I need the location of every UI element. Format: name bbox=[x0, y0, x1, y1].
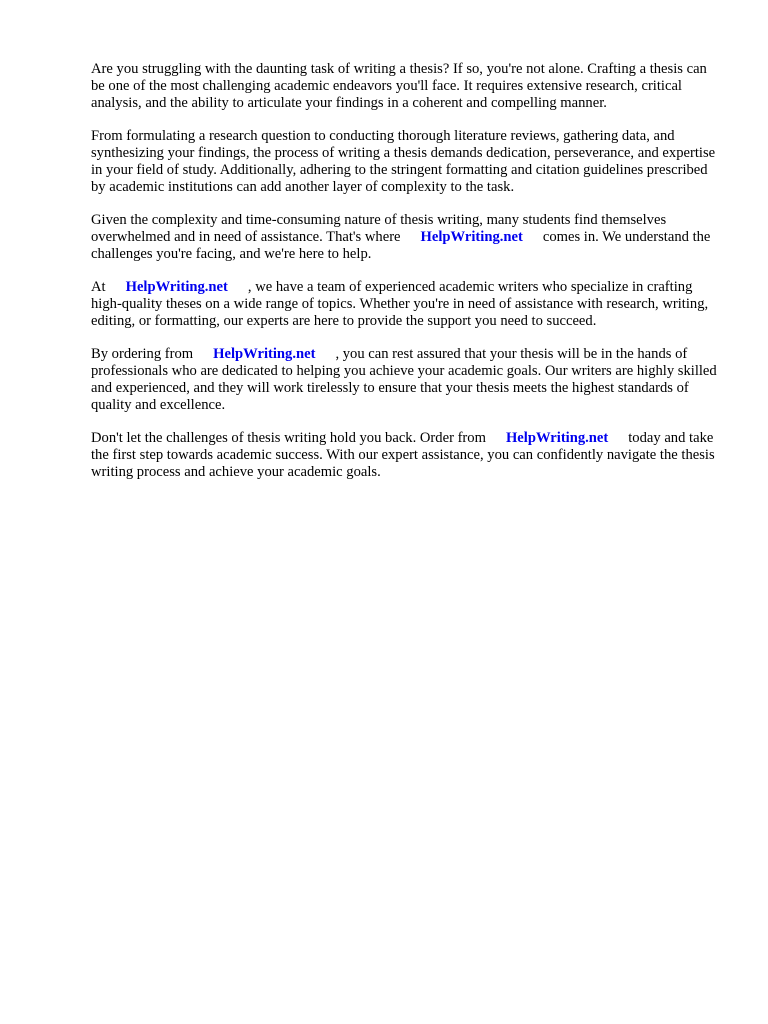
helpwriting-link-1[interactable]: HelpWriting.net bbox=[420, 229, 523, 245]
paragraph-complexity bbox=[91, 212, 723, 263]
paragraph-complexity-text-before: Given the complexity and time-consuming nature of thesis writing, many students find themselves overwhelmed and in need of assistance. That's where bbox=[91, 212, 667, 245]
paragraph-ordering-text-after: , you can rest assured that your thesis will be in the hands of professionals who are dedicated to helping you achieve your academic goals. Our writers are highly skilled and experienced, and they will work tirelessly to ensure that your thesis meets the highest standards of quality and excellence. bbox=[91, 346, 717, 413]
helpwriting-link-3[interactable]: HelpWriting.net bbox=[213, 346, 316, 362]
paragraph-process-text: From formulating a research question to conducting thorough literature reviews, gathering data, and synthesizing your findings, the process of writing a thesis demands dedication, perseverance, and expertise in your field of study. Additionally, adhering to the stringent formatting and citation guidelines prescribed by academic institutions can add another layer of complexity to the task. bbox=[91, 128, 716, 195]
paragraph-ordering-text-before: By ordering from bbox=[91, 346, 194, 362]
helpwriting-link-4[interactable]: HelpWriting.net bbox=[505, 430, 609, 446]
paragraph-intro-text: Are you struggling with the daunting task of writing a thesis? If so, you're not alone. Crafting a thesis can be one of the most challenging academic endeavors you'll face. It requires extensive research, critical analysis, and the ability to articulate your findings in a coherent and compelling manner. bbox=[91, 61, 707, 111]
paragraph-closing bbox=[91, 430, 723, 481]
paragraph-team-text-after: , we have a team of experienced academic writers who specialize in crafting high-quality theses on a wide range of topics. Whether you're in need of assistance with research, writing, editing, or formatting, our experts are here to provide the support you need to succeed. bbox=[91, 279, 709, 329]
paragraph-ordering bbox=[91, 346, 723, 414]
paragraph-closing-text-before: Don't let the challenges of thesis writing hold you back. Order from bbox=[91, 430, 486, 446]
helpwriting-link-2[interactable]: HelpWriting.net bbox=[125, 279, 228, 295]
paragraph-intro bbox=[91, 61, 723, 112]
paragraph-complexity-text-after: comes in. We understand the challenges you're facing, and we're here to help. bbox=[91, 229, 711, 262]
paragraph-closing-text-after: today and take the first step towards academic success. With our expert assistance, you can confidently navigate the thesis writing process and achieve your academic goals. bbox=[91, 430, 715, 480]
paragraph-team-text-before: At bbox=[91, 279, 106, 295]
paragraph-process bbox=[91, 128, 723, 196]
document-body bbox=[91, 61, 723, 497]
paragraph-team bbox=[91, 279, 723, 330]
